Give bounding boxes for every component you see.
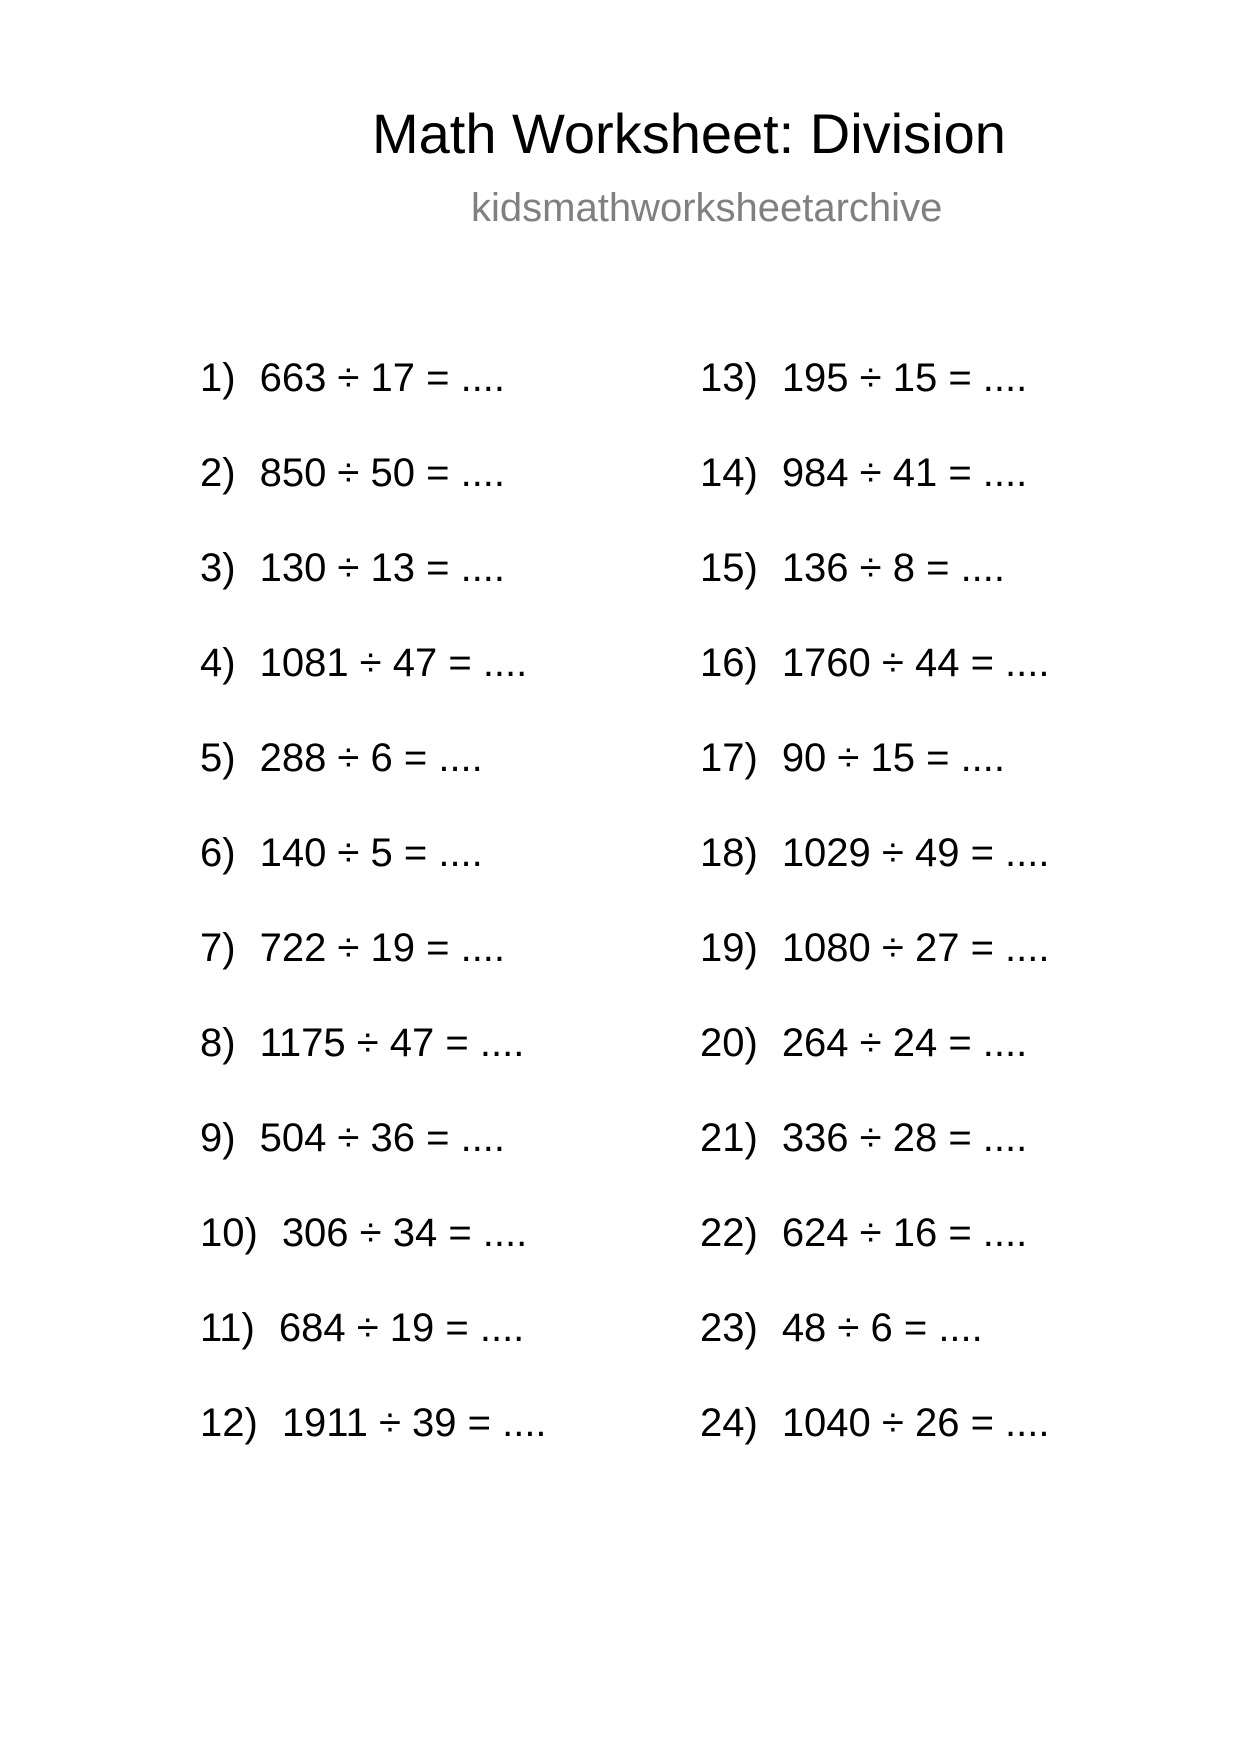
problem-item [700,918,1200,1013]
problem-expression: 1175 ÷ 47 = .... [259,1021,525,1065]
problem-item [200,1013,700,1108]
problem-column-left [200,348,700,1488]
problem-number: 18) [700,831,758,875]
problem-number: 14) [700,451,758,495]
problem-expression: 663 ÷ 17 = .... [259,356,506,400]
problem-item [700,633,1200,728]
problem-item [700,1108,1200,1203]
problem-item [700,823,1200,918]
problem-number: 22) [700,1211,758,1255]
problem-expression: 288 ÷ 6 = .... [259,736,483,780]
problem-item [200,728,700,823]
problem-number: 1) [200,356,236,400]
problem-item [200,348,700,443]
problem-number: 19) [700,926,758,970]
problem-expression: 504 ÷ 36 = .... [259,1116,506,1160]
problem-item [200,1108,700,1203]
problem-number: 15) [700,546,758,590]
problem-number: 16) [700,641,758,685]
problem-number: 10) [200,1211,258,1255]
problem-number: 11) [200,1306,255,1350]
problem-number: 21) [700,1116,758,1160]
problem-item [200,918,700,1013]
problem-expression: 264 ÷ 24 = .... [781,1021,1028,1065]
problem-expression: 195 ÷ 15 = .... [781,356,1028,400]
problem-number: 3) [200,546,236,590]
problem-expression: 130 ÷ 13 = .... [259,546,506,590]
problem-expression: 624 ÷ 16 = .... [781,1211,1028,1255]
problem-item [700,1298,1200,1393]
problem-item [700,728,1200,823]
page-title: Math Worksheet: Division [372,102,1006,165]
problem-expression: 722 ÷ 19 = .... [259,926,506,970]
problem-item [700,1013,1200,1108]
problem-number: 9) [200,1116,236,1160]
problem-number: 20) [700,1021,758,1065]
problem-item [700,538,1200,633]
problem-item [200,1203,700,1298]
problem-item [700,348,1200,443]
problem-expression: 306 ÷ 34 = .... [281,1211,528,1255]
problem-expression: 48 ÷ 6 = .... [781,1306,983,1350]
problem-number: 23) [700,1306,758,1350]
problem-number: 5) [200,736,236,780]
problem-number: 6) [200,831,236,875]
problem-expression: 136 ÷ 8 = .... [781,546,1006,590]
problem-expression: 1080 ÷ 27 = .... [781,926,1050,970]
problem-expression: 336 ÷ 28 = .... [781,1116,1028,1160]
problem-expression: 684 ÷ 19 = .... [278,1306,525,1350]
problem-expression: 140 ÷ 5 = .... [259,831,483,875]
problem-number: 8) [200,1021,236,1065]
problem-number: 13) [700,356,758,400]
problem-column-right [700,348,1200,1488]
problem-expression: 1760 ÷ 44 = .... [781,641,1050,685]
problem-number: 17) [700,736,758,780]
problem-item [700,443,1200,538]
problem-item [200,443,700,538]
problem-number: 4) [200,641,236,685]
page-subtitle: kidsmathworksheetarchive [471,186,943,230]
problem-expression: 1029 ÷ 49 = .... [781,831,1050,875]
problem-expression: 1081 ÷ 47 = .... [259,641,528,685]
problem-item [700,1203,1200,1298]
problem-number: 7) [200,926,236,970]
problem-item [200,1393,700,1488]
problem-item [200,538,700,633]
problem-number: 24) [700,1401,758,1445]
problem-expression: 90 ÷ 15 = .... [781,736,1006,780]
problem-expression: 1911 ÷ 39 = .... [281,1401,547,1445]
problem-number: 12) [200,1401,258,1445]
problem-expression: 984 ÷ 41 = .... [781,451,1028,495]
problem-expression: 1040 ÷ 26 = .... [781,1401,1050,1445]
problem-number: 2) [200,451,236,495]
problem-item [200,1298,700,1393]
problem-item [200,823,700,918]
problem-item [700,1393,1200,1488]
problem-expression: 850 ÷ 50 = .... [259,451,506,495]
problem-item [200,633,700,728]
